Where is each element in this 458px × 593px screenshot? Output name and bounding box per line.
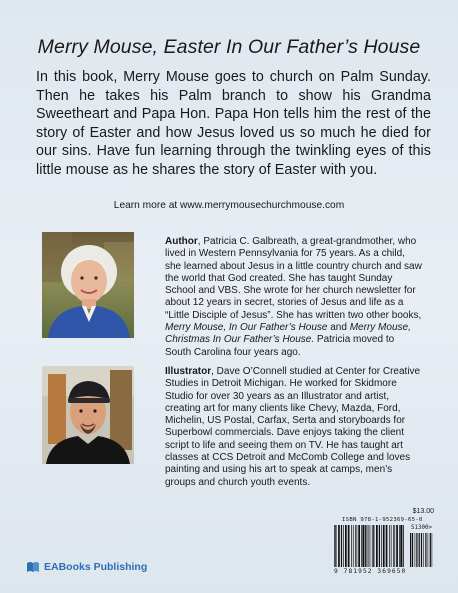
barcode-addon: 51300> (411, 525, 432, 531)
barcode-digits: 9 781952 369650 (334, 568, 407, 575)
author-bio-part1: , Patricia C. Galbreath, a great-grandmother, who lived in Western Pennsylvania for 75 years. As a child, she learned about Jesus in a little country church and saw the world that God created. She has taught Sunday School and VBS. She wrote for her church newsletter for about 12 years in secret, stories of Jesus and life as a “Little Disciple of Jesus”. She has written two other books, (165, 236, 422, 321)
illustrator-bio-text: , Dave O’Connell studied at Center for Creative Studies in Detroit Michigan. He worked for Skidmore Studio for over 30 years as an Illustrator and artist, creating art for many clients like Chevy, Mazda, Ford, Michelin, US Postal, Carfax, Serta and storyboards for Superbowl commercials. Dave enjoys taking the client script to life and seeing them on TV. He has taught art classes at CCS Detroit and McComb College and loves painting and using his art to speak at camps, men’s groups and church youth events. (165, 366, 421, 488)
isbn-label: ISBN 978-1-952369-65-0 (342, 517, 423, 523)
publisher-logo (26, 561, 147, 573)
illustrator-photo (42, 366, 134, 464)
author-bio-part2: and (327, 322, 350, 334)
price-label: $13.00 (412, 508, 434, 515)
author-label: Author (165, 236, 198, 247)
learn-more-link[interactable]: Learn more at www.merrymousechurchmouse.com (113, 200, 345, 211)
author-book2: Merry Mouse, Christmas In Our Father’s House. (165, 322, 411, 346)
author-bio (165, 236, 423, 359)
book-title: Merry Mouse, Easter In Our Father’s House (37, 36, 421, 58)
author-bio-part3: Patricia moved to South Carolina four years ago. (165, 334, 395, 358)
barcode-bars (332, 525, 434, 569)
eabooks-logo-icon (26, 561, 40, 573)
book-blurb: In this book, Merry Mouse goes to church on Palm Sunday. Then he takes his Palm branch to show his Grandma Sweetheart and Papa Hon. Papa Hon tells him the rest of the story of Easter and how Jesus loved us so much he died for our sins. Have fun learning through the twinkling eyes of this little mouse as he shares the story of Easter with you. (36, 69, 431, 178)
barcode (332, 508, 434, 576)
publisher-name: EABooks Publishing (44, 561, 148, 573)
author-photo (42, 232, 134, 338)
illustrator-bio (165, 366, 423, 489)
illustrator-label: Illustrator (165, 366, 212, 377)
author-book1: Merry Mouse, In Our Father’s House (165, 322, 328, 334)
